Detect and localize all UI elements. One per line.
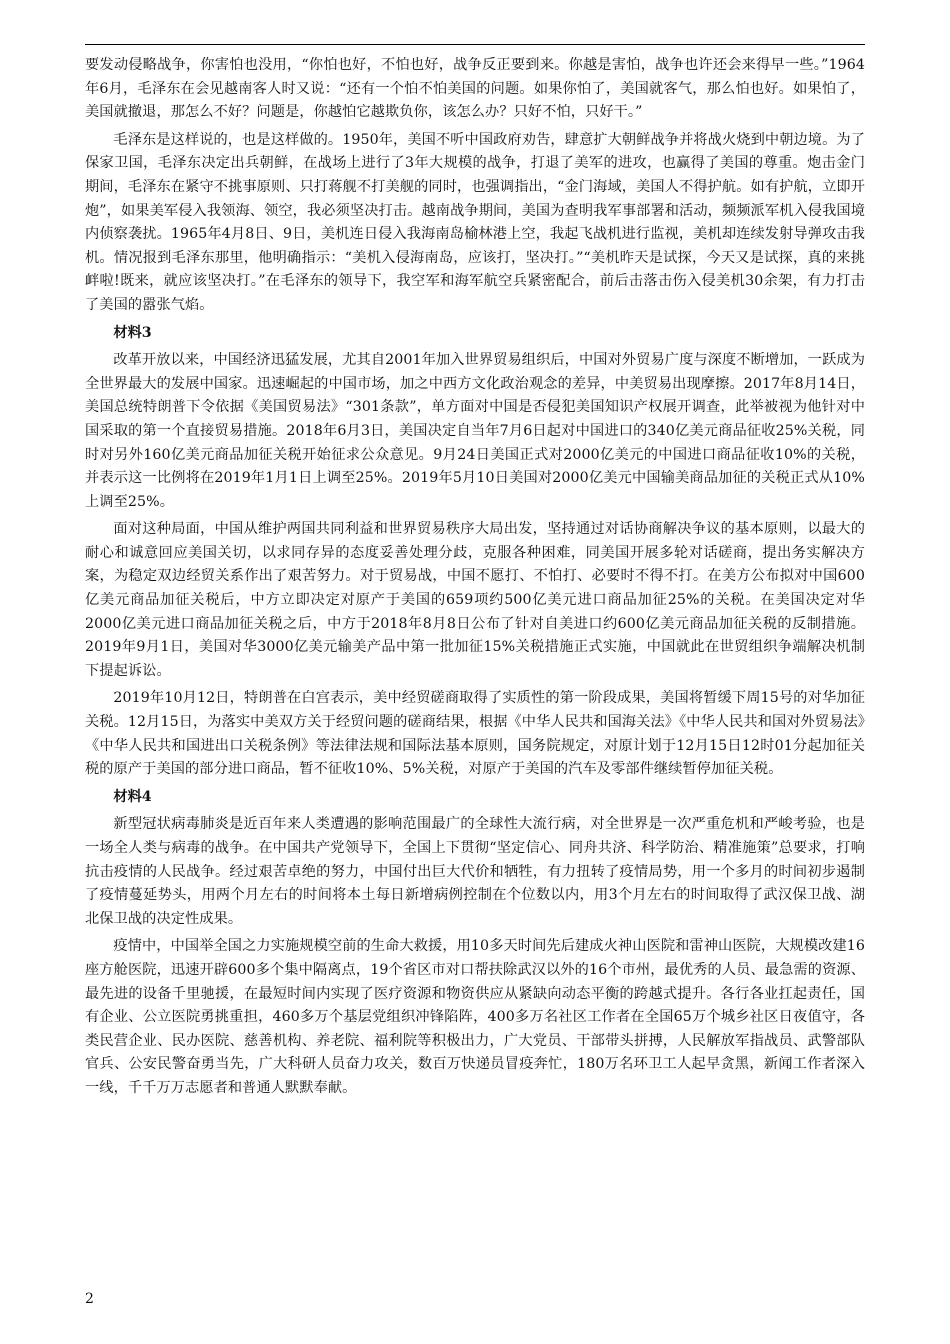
section-heading-material-4: 材料4 (113, 788, 152, 805)
page-number: 2 (85, 1291, 94, 1307)
paragraph-covid-overview: 新型冠状病毒肺炎是近百年来人类遭遇的影响范围最广的全球性大流行病，对全世界是一次严重危机和严峻考验，也是一场全人类与病毒的战争。在中国共产党领导下，全国上下贯彻“坚定信心、同舟共济、科学防治、精准施策”总要求，打响抗击疫情的人民战争。经过艰苦卓绝的努力，中国付出巨大代价和牺牲，有力扭转了疫情局势，用一个多月的时间初步遏制了疫情蔓延势头，用两个月左右的时间将本土每日新增病例控制在个位数以内，用3个月左右的时间取得了武汉保卫战、湖北保卫战的决定性成果。 (85, 816, 865, 927)
paragraph-covid-rescue: 疫情中，中国举全国之力实施规模空前的生命大救援，用10多天时间先后建成火神山医院和雷神山医院，大规模改建16座方舱医院，迅速开辟600多个集中隔离点，19个省区市对口帮扶除武汉以外的16个市州，最优秀的人员、最急需的资源、最先进的设备千里驰援，在最短时间内实现了医疗资源和物资供应从紧缺向动态平衡的跨越式提升。各行各业扛起责任，国有企业、公立医院勇挑重担，460多万个基层党组织冲锋陷阵，400多万名社区工作者在全国65万个城乡社区日夜值守，各类民营企业、民办医院、慈善机构、养老院、福利院等积极出力，广大党员、干部带头拼搏，人民解放军指战员、武警部队官兵、公安民警奋勇当先，广大科研人员奋力攻关，数百万快递员冒疫奔忙，180万名环卫工人起早贪黑，新闻工作者深入一线，千千万万志愿者和普通人默默奉献。 (85, 938, 865, 1096)
paragraph-mao-practice: 毛泽东是这样说的，也是这样做的。1950年，美国不听中国政府劝告，肆意扩大朝鲜战争并将战火烧到中朝边境。为了保家卫国，毛泽东决定出兵朝鲜，在战场上进行了3年大规模的战争，打退了美军的进攻，也赢得了美国的尊重。炮击金门期间，毛泽东在紧守不挑事原则、只打蒋舰不打美舰的同时，也强调指出，“金门海域，美国人不得护航。如有护航，立即开炮”，如果美军侵入我领海、领空，我必须坚决打击。越南战争期间，美国为查明我军事部署和活动，频频派军机入侵我国境内侦察袭扰。1965年4月8日、9日，美机连日侵入我海南岛榆林港上空，我起飞战机进行监视，美机却连续发射导弹攻击我机。情况报到毛泽东那里，他明确指示：“美机入侵海南岛，应该打，坚决打。”“美机昨天是试探，今天又是试探，真的来挑衅啦!既来，就应该坚决打。”在毛泽东的领导下，我空军和海军航空兵紧密配合，前后击落击伤入侵美机30余架，有力打击了美国的嚣张气焰。 (85, 131, 865, 313)
document-body (85, 54, 865, 1101)
header-rule (85, 44, 865, 45)
paragraph-continuation: 要发动侵略战争，你害怕也没用，“你怕也好，不怕也好，战争反正要到来。你越是害怕，战争也许还会来得早一些。”1964年6月，毛泽东在会见越南客人时又说：“还有一个怕不怕美国的问题。如果你怕了，美国就客气，那么怕也好。如果怕了，美国就撤退，那怎么不好？问题是，你越怕它越欺负你，该怎么办？只好不怕，只好干。” (85, 57, 865, 121)
paragraph-china-response: 面对这种局面，中国从维护两国共同利益和世界贸易秩序大局出发，坚持通过对话协商解决争议的基本原则，以最大的耐心和诚意回应美国关切，以求同存异的态度妥善处理分歧，克服各种困难，同美国开展多轮对话磋商，提出务实解决方案，为稳定双边经贸关系作出了艰苦努力。对于贸易战，中国不愿打、不怕打、必要时不得不打。在美方公布拟对中国600亿美元商品加征关税后，中方立即决定对原产于美国的659项约500亿美元进口商品加征25%的关税。在美国决定对华2000亿美元进口商品加征关税之后，中方于2018年8月8日公布了针对自美进口约600亿美元商品加征关税的反制措施。2019年9月1日，美国对华3000亿美元输美产品中第一批加征15%关税措施正式实施，中国就此在世贸组织争端解决机制下提起诉讼。 (85, 521, 865, 679)
paragraph-phase-one: 2019年10月12日，特朗普在白宫表示，美中经贸磋商取得了实质性的第一阶段成果，美国将暂缓下周15号的对华加征关税。12月15日，为落实中美双方关于经贸问题的磋商结果，根据《中华人民共和国海关法》《中华人民共和国对外贸易法》《中华人民共和国进出口关税条例》等法律法规和国际法基本原则，国务院规定，对原计划于12月15日12时01分起加征关税的原产于美国的部分进口商品，暂不征收10%、5%关税，对原产于美国的汽车及零部件继续暂停加征关税。 (85, 690, 865, 778)
paragraph-trade-friction: 改革开放以来，中国经济迅猛发展，尤其自2001年加入世界贸易组织后，中国对外贸易广度与深度不断增加，一跃成为全世界最大的发展中国家。迅速崛起的中国市场，加之中西方文化政治观念的差异，中美贸易出现摩擦。2017年8月14日，美国总统特朗普下令依据《美国贸易法》“301条款”，单方面对中国是否侵犯美国知识产权展开调查，此举被视为他针对中国采取的第一个直接贸易措施。2018年6月3日，美国决定自当年7月6日起对中国进口的340亿美元商品征收25%关税，同时对另外160亿美元商品加征关税开始征求公众意见。9月24日美国正式对2000亿美元的中国进口商品征收10%的关税，并表示这一比例将在2019年1月1日上调至25%。2019年5月10日美国对2000亿美元中国输美商品加征的关税正式从10%上调至25%。 (85, 352, 865, 510)
section-heading-material-3: 材料3 (113, 324, 152, 341)
